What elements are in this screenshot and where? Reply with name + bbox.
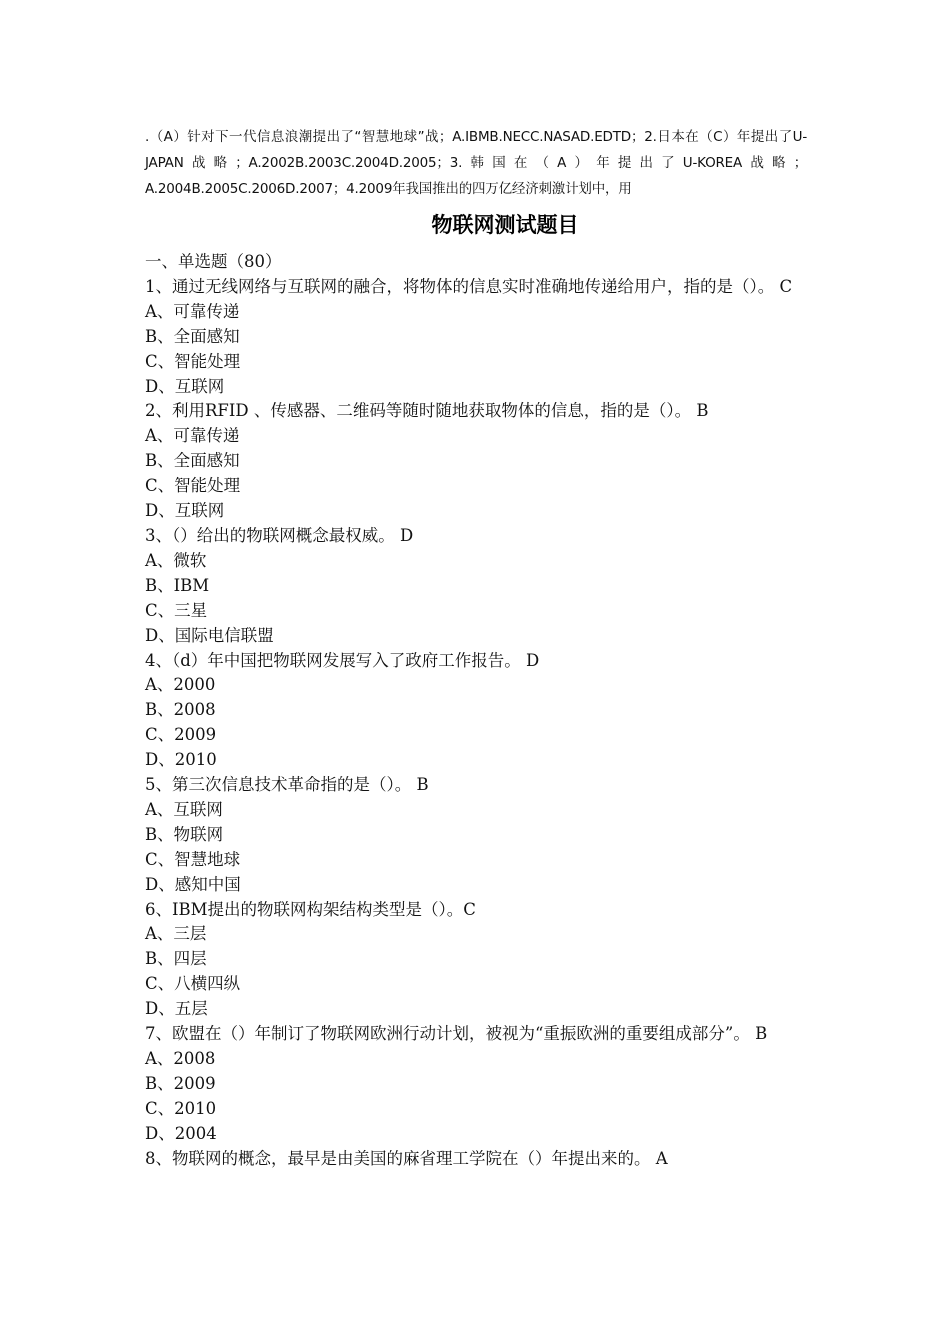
page-title: 物联网测试题目 (431, 213, 579, 237)
answer-option: A、2008 (145, 1049, 216, 1068)
question-stem: 8、物联网的概念，最早是由美国的麻省理工学院在（）年提出来的。 A (145, 1148, 668, 1168)
answer-option: B、2009 (145, 1073, 216, 1093)
answer-option: D、2004 (145, 1123, 217, 1143)
answer-option: C、八横四纵 (145, 974, 241, 994)
question-stem: 3、（）给出的物联网概念最权威。 D (145, 525, 414, 545)
answer-option: D、互联网 (145, 376, 225, 396)
question-stem: 4、（d）年中国把物联网发展写入了政府工作报告。 D (145, 650, 540, 670)
answer-option: A、可靠传递 (145, 301, 240, 321)
answer-option: B、全面感知 (145, 326, 240, 346)
answer-option: D、五层 (145, 999, 208, 1019)
answer-option: D、互联网 (145, 501, 225, 521)
answer-option: A、互联网 (145, 799, 223, 819)
question-lines (145, 275, 815, 1172)
question-list (145, 250, 815, 1172)
question-stem: 7、欧盟在（）年制订了物联网欧洲行动计划，被视为“重振欧洲的重要组成部分”。 B (145, 1024, 768, 1044)
answer-option: D、2010 (145, 750, 217, 770)
answer-option: A、可靠传递 (145, 426, 240, 446)
section-heading: 一、单选题（80） (145, 252, 282, 271)
question-stem: 5、第三次信息技术革命指的是（）。 B (145, 775, 429, 795)
answer-option: C、2009 (145, 725, 217, 745)
answer-option: C、三星 (145, 600, 208, 620)
answer-option: D、感知中国 (145, 874, 241, 894)
answer-option: C、智慧地球 (145, 849, 241, 869)
answer-option: C、2010 (145, 1098, 217, 1118)
answer-option: A、三层 (145, 924, 207, 944)
answer-option: A、微软 (145, 550, 207, 570)
question-stem: 2、利用RFID 、传感器、二维码等随时随地获取物体的信息，指的是（）。 B (145, 401, 709, 421)
question-stem: 6、IBM提出的物联网构架结构类型是（）。C (145, 899, 476, 919)
answer-option: D、国际电信联盟 (145, 625, 274, 645)
intro-paragraph: .（A）针对下一代信息浪潮提出了“智慧地球”战；A.IBMB.NECC.NASAD.EDTD；2.日本在（C）年提出了U-JAPAN战略；A.2002B.2003C.2004D.2005；3.韩国在（A）年提出了U-KOREA战略；A.2004B.2005C.2006D.2007；4.2009年我国推出的四万亿经济刺激计划中，用 (145, 129, 807, 197)
answer-option: A、2000 (145, 675, 216, 695)
question-stem: 1、通过无线网络与互联网的融合，将物体的信息实时准确地传递给用户，指的是（）。 C (145, 276, 793, 296)
answer-option: C、智能处理 (145, 476, 241, 496)
answer-option: C、智能处理 (145, 351, 241, 371)
answer-option: B、物联网 (145, 824, 224, 844)
answer-option: B、IBM (145, 575, 210, 595)
answer-option: B、2008 (145, 700, 216, 720)
answer-option: B、全面感知 (145, 451, 240, 471)
answer-option: B、四层 (145, 949, 207, 969)
